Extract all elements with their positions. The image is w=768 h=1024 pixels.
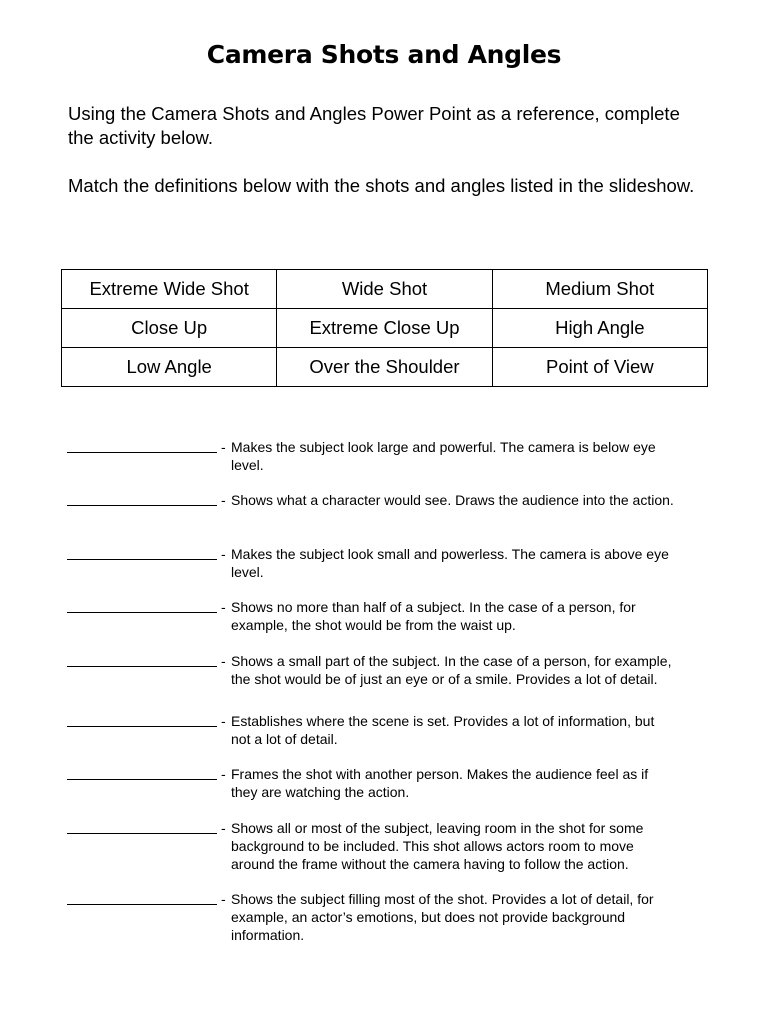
table-cell: Low Angle xyxy=(62,348,277,387)
definition-item xyxy=(67,819,727,873)
dash: - xyxy=(221,766,226,782)
definition-item xyxy=(67,890,727,944)
dash: - xyxy=(221,546,226,562)
answer-blank[interactable] xyxy=(67,438,217,453)
definition-item xyxy=(67,491,727,509)
table-row xyxy=(62,270,708,309)
definition-item xyxy=(67,438,727,474)
dash: - xyxy=(221,439,226,455)
definition-text: Makes the subject look large and powerful. The camera is below eye level. xyxy=(231,439,656,473)
table-cell: Extreme Close Up xyxy=(277,309,492,348)
definition-text: Shows no more than half of a subject. In the case of a person, for example, the shot would be from the waist up. xyxy=(231,599,636,633)
definition-item xyxy=(67,598,727,634)
definition-text: Shows the subject filling most of the shot. Provides a lot of detail, for example, an actor’s emotions, but does not provide background information. xyxy=(231,891,654,943)
dash: - xyxy=(221,713,226,729)
dash: - xyxy=(221,599,226,615)
page-title: Camera Shots and Angles xyxy=(206,40,562,69)
shots-table xyxy=(61,269,708,387)
definition-text: Frames the shot with another person. Makes the audience feel as if they are watching the action. xyxy=(231,766,649,800)
table-cell: Close Up xyxy=(62,309,277,348)
definition-item xyxy=(67,712,727,748)
definition-item xyxy=(67,765,727,801)
table-row xyxy=(62,309,708,348)
definition-item xyxy=(67,652,727,688)
dash: - xyxy=(221,492,226,508)
table-cell: Over the Shoulder xyxy=(277,348,492,387)
dash: - xyxy=(221,820,226,836)
table-cell: Medium Shot xyxy=(492,270,707,309)
definition-text: Establishes where the scene is set. Provides a lot of information, but not a lot of detail. xyxy=(231,713,655,747)
answer-blank[interactable] xyxy=(67,652,217,667)
answer-blank[interactable] xyxy=(67,598,217,613)
instructions-paragraph-2: Match the definitions below with the shots and angles listed in the slideshow. xyxy=(68,175,695,196)
answer-blank[interactable] xyxy=(67,545,217,560)
definition-text: Shows what a character would see. Draws the audience into the action. xyxy=(231,492,674,508)
answer-blank[interactable] xyxy=(67,819,217,834)
answer-blank[interactable] xyxy=(67,890,217,905)
table-cell: Point of View xyxy=(492,348,707,387)
definition-item xyxy=(67,545,727,581)
dash: - xyxy=(221,891,226,907)
definition-text: Shows all or most of the subject, leaving room in the shot for some background to be included. This shot allows actors room to move around the frame without the camera having to follow the action. xyxy=(231,820,644,872)
definition-text: Shows a small part of the subject. In the case of a person, for example, the shot would be of just an eye or of a smile. Provides a lot of detail. xyxy=(231,653,672,687)
table-cell: High Angle xyxy=(492,309,707,348)
table-cell: Extreme Wide Shot xyxy=(62,270,277,309)
definition-text: Makes the subject look small and powerless. The camera is above eye level. xyxy=(231,546,669,580)
dash: - xyxy=(221,653,226,669)
answer-blank[interactable] xyxy=(67,491,217,506)
answer-blank[interactable] xyxy=(67,765,217,780)
table-row xyxy=(62,348,708,387)
instructions-paragraph-1: Using the Camera Shots and Angles Power Point as a reference, complete the activity below. xyxy=(68,103,680,148)
table-cell: Wide Shot xyxy=(277,270,492,309)
answer-blank[interactable] xyxy=(67,712,217,727)
